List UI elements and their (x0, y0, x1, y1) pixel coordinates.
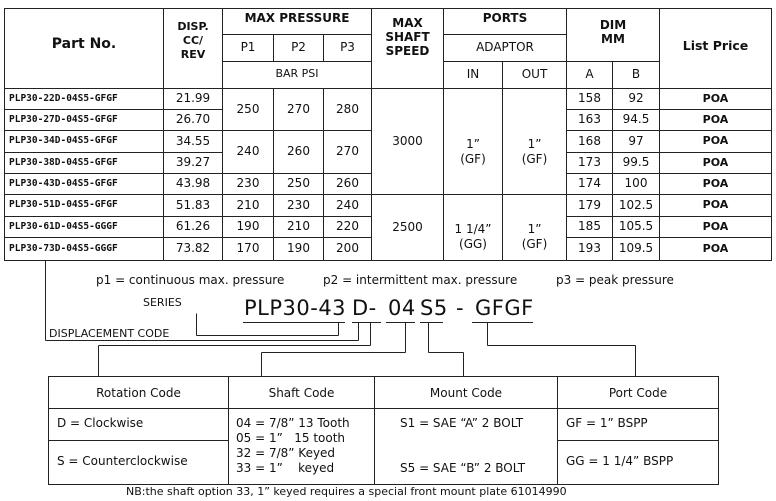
displacement-value: 61.26 (175, 219, 211, 233)
pressure-p3-value: 280 (336, 102, 359, 116)
pressure-p2-value: 230 (287, 198, 310, 212)
pressure-p3-value: 240 (336, 198, 359, 212)
pressure-p2-value: 190 (287, 241, 310, 255)
pressure-p3-value: 200 (336, 241, 359, 255)
dim-b-value: 102.5 (618, 198, 654, 212)
speed-2500: 2500 (392, 220, 423, 234)
header-adaptor: ADAPTOR (476, 40, 534, 54)
dim-a-value: 163 (578, 112, 601, 126)
header-p3: P3 (340, 40, 355, 54)
codes-header-mount: Mount Code (429, 386, 503, 400)
pressure-p1-value: 230 (236, 176, 260, 190)
list-price-value: POA (702, 220, 729, 233)
pressure-p1-value: 240 (236, 144, 260, 158)
dim-b-value: 109.5 (618, 241, 654, 255)
displacement-value: 43.98 (175, 176, 211, 190)
dim-b-value: 94.5 (622, 112, 650, 126)
dim-a-value: 174 (578, 176, 601, 190)
dim-a-value: 179 (578, 198, 601, 212)
header-ports: PORTS (482, 11, 528, 25)
pressure-p1-value: 170 (236, 241, 260, 255)
list-price-value: POA (702, 92, 729, 105)
port-in-gf: 1” (GF) (460, 137, 486, 166)
part-number: PLP30-43D-04S5-GFGF (9, 178, 118, 189)
displacement-value: 26.70 (175, 112, 211, 126)
pressure-p1-value: 190 (236, 219, 260, 233)
header-dim: DIM MM (599, 18, 627, 46)
dim-a-value: 158 (578, 91, 601, 105)
displacement-code-label: DISPLACEMENT CODE (49, 327, 170, 340)
list-price-value: POA (702, 156, 729, 169)
part-number: PLP30-51D-04S5-GFGF (9, 199, 118, 210)
codes-header-rotation: Rotation Code (96, 386, 181, 400)
list-price-value: POA (702, 177, 729, 190)
port-out-gf-2: 1” (GF) (521, 222, 548, 251)
port-gf: GF = 1” BSPP (566, 416, 648, 430)
port-gg: GG = 1 1/4” BSPP (566, 454, 674, 468)
pressure-p3-value: 260 (336, 176, 359, 190)
code-rotation: D- (352, 296, 377, 320)
part-number: PLP30-73D-04S5-GGGF (9, 243, 118, 254)
code-port: GFGF (475, 296, 534, 320)
header-p2: P2 (291, 40, 306, 54)
dim-b-value: 105.5 (618, 219, 654, 233)
header-dim-b: B (631, 67, 641, 81)
header-part-no: Part No. (51, 36, 117, 52)
rotation-clockwise: D = Clockwise (57, 416, 144, 430)
dim-b-value: 99.5 (622, 155, 650, 169)
list-price-value: POA (702, 198, 729, 211)
pressure-p1-value: 210 (236, 198, 260, 212)
rotation-counterclockwise: S = Counterclockwise (57, 454, 188, 468)
pressure-p3-value: 220 (336, 219, 359, 233)
legend-p1: p1 = continuous max. pressure (96, 273, 285, 287)
dim-a-value: 173 (578, 155, 601, 169)
header-in: IN (466, 67, 480, 81)
dim-b-value: 97 (628, 134, 644, 148)
pressure-p1-value: 250 (236, 102, 260, 116)
displacement-value: 73.82 (175, 241, 211, 255)
list-price-value: POA (702, 113, 729, 126)
part-number: PLP30-34D-04S5-GFGF (9, 135, 118, 146)
code-shaft: 04 (388, 296, 416, 320)
shaft-33: 33 = 1” keyed (236, 461, 335, 475)
port-in-gg: 1 1/4” (GG) (454, 222, 492, 251)
series-label: SERIES (143, 296, 182, 309)
code-mount: S5 (420, 296, 448, 320)
shaft-32: 32 = 7/8” Keyed (236, 446, 336, 460)
displacement-value: 39.27 (175, 155, 211, 169)
code-dash: - (456, 296, 465, 320)
pressure-p3-value: 270 (336, 144, 359, 158)
header-bar-psi: BAR PSI (275, 67, 319, 80)
dim-b-value: 100 (624, 176, 648, 190)
code-series: PLP30-43 (244, 296, 347, 320)
pressure-p2-value: 270 (287, 102, 310, 116)
part-number: PLP30-61D-04S5-GGGF (9, 221, 118, 232)
part-number: PLP30-22D-04S5-GFGF (9, 93, 118, 104)
part-number: PLP30-38D-04S5-GFGF (9, 157, 118, 168)
port-out-gf: 1” (GF) (521, 137, 548, 166)
header-out: OUT (521, 67, 548, 81)
codes-header-shaft: Shaft Code (268, 386, 335, 400)
list-price-value: POA (702, 134, 729, 147)
dim-b-value: 92 (628, 91, 644, 105)
displacement-value: 34.55 (175, 134, 211, 148)
codes-header-port: Port Code (608, 386, 668, 400)
pressure-p2-value: 250 (287, 176, 310, 190)
legend-p3: p3 = peak pressure (556, 273, 674, 287)
header-max-pressure: MAX PRESSURE (244, 11, 350, 25)
mount-s5: S5 = SAE “B” 2 BOLT (400, 461, 526, 475)
header-max-shaft-speed: MAX SHAFT SPEED (385, 16, 430, 58)
legend-p2: p2 = intermittent max. pressure (323, 273, 518, 287)
part-number: PLP30-27D-04S5-GFGF (9, 114, 118, 125)
shaft-04: 04 = 7/8” 13 Tooth (236, 416, 350, 430)
header-p1: P1 (240, 40, 256, 54)
pressure-p2-value: 260 (287, 144, 310, 158)
mount-s1: S1 = SAE “A” 2 BOLT (400, 416, 524, 430)
dim-a-value: 168 (578, 134, 601, 148)
header-dim-a: A (585, 67, 594, 81)
speed-3000: 3000 (392, 134, 423, 148)
footnote: NB:the shaft option 33, 1” keyed requires a special front mount plate 61014990 (126, 485, 567, 498)
displacement-value: 51.83 (175, 198, 211, 212)
header-disp: DISP. CC/ REV (177, 20, 209, 61)
header-list-price: List Price (682, 38, 749, 53)
pressure-p2-value: 210 (287, 219, 310, 233)
displacement-value: 21.99 (175, 91, 211, 105)
shaft-05: 05 = 1” 15 tooth (236, 431, 346, 445)
dim-a-value: 185 (578, 219, 601, 233)
dim-a-value: 193 (578, 241, 601, 255)
list-price-value: POA (702, 242, 729, 255)
